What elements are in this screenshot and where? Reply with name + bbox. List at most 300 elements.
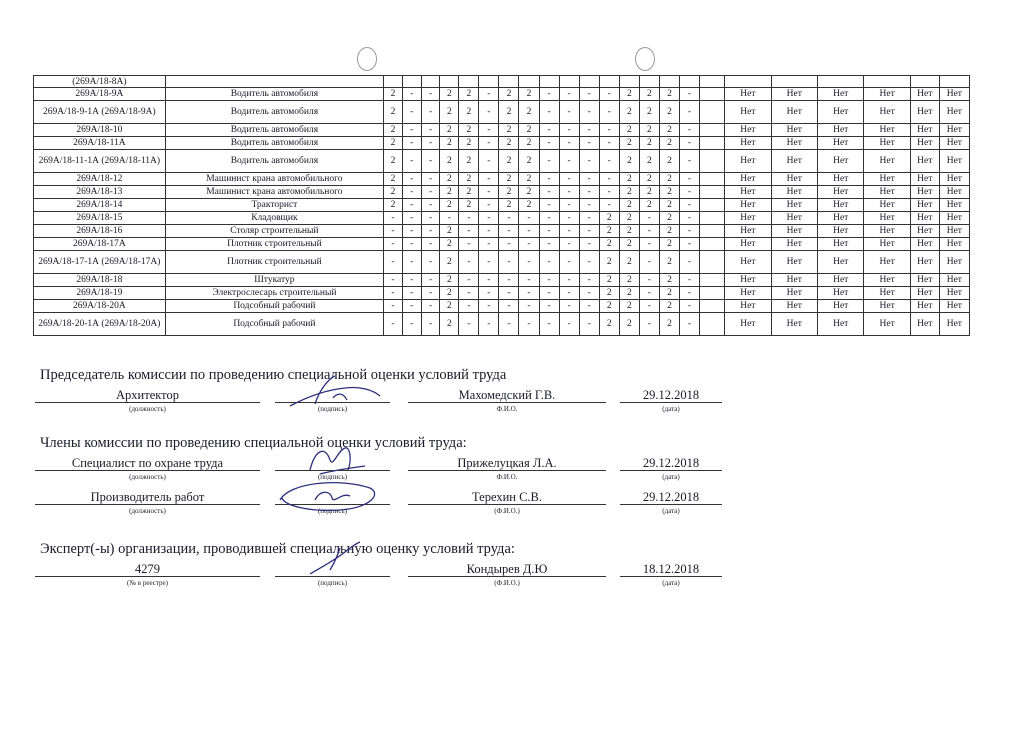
result-cell: Нет [939,300,969,313]
class-value-cell [659,76,679,88]
class-value-cell: 2 [440,225,459,238]
class-value-cell: - [421,88,440,101]
class-value-cell: - [479,225,499,238]
class-value-cell: - [639,251,659,274]
class-value-cell: - [539,124,559,137]
result-cell: Нет [817,287,863,300]
class-value-cell: - [539,88,559,101]
class-value-cell [700,150,725,173]
class-value-cell: 2 [519,124,539,137]
class-value-cell: - [479,313,499,336]
result-cell: Нет [864,88,910,101]
class-value-cell: 2 [384,199,403,212]
class-value-cell: - [639,238,659,251]
class-value-cell: - [499,238,519,251]
workplace-id-cell: 269А/18-14 [34,199,166,212]
result-cell: Нет [939,274,969,287]
result-cell: Нет [864,313,910,336]
class-value-cell: - [559,251,579,274]
job-title-cell [165,76,383,88]
class-value-cell: - [639,287,659,300]
result-cell: Нет [725,150,771,173]
table-row [34,238,970,251]
class-value-cell: 2 [599,313,619,336]
class-value-cell [700,300,725,313]
result-cell: Нет [817,212,863,225]
result-cell: Нет [725,199,771,212]
caption-signature: (подпись) [317,579,348,587]
class-value-cell: - [599,137,619,150]
result-cell: Нет [910,251,939,274]
job-title-cell: Водитель автомобиля [165,88,383,101]
class-value-cell: - [679,124,699,137]
class-value-cell [700,212,725,225]
result-cell: Нет [939,137,969,150]
class-value-cell: - [599,186,619,199]
class-value-cell: 2 [440,150,459,173]
workplace-id-cell: (269А/18-8А) [34,76,166,88]
workplace-id-cell: 269А/18-11-1А (269А/18-11А) [34,150,166,173]
class-value-cell: 2 [659,287,679,300]
result-cell: Нет [910,225,939,238]
class-value-cell: 2 [659,212,679,225]
class-value-cell: - [599,88,619,101]
class-value-cell: - [499,225,519,238]
class-value-cell: - [579,88,599,101]
result-cell: Нет [939,313,969,336]
chairman-position: Архитектор [35,388,260,403]
table-row [34,212,970,225]
expert-name: Кондырев Д.Ю [408,562,606,577]
class-value-cell: 2 [384,101,403,124]
class-value-cell: 2 [619,251,639,274]
class-value-cell: - [559,88,579,101]
result-cell: Нет [939,225,969,238]
class-value-cell [700,251,725,274]
caption-date: (дата) [662,473,680,481]
result-cell: Нет [939,173,969,186]
class-value-cell: - [459,238,479,251]
table-row [34,186,970,199]
class-value-cell: - [479,124,499,137]
class-value-cell: - [579,199,599,212]
class-value-cell [440,76,459,88]
member1-date: 29.12.2018 [620,456,722,471]
class-value-cell: - [559,150,579,173]
class-value-cell: - [679,199,699,212]
result-cell: Нет [864,137,910,150]
result-cell: Нет [939,124,969,137]
class-value-cell: 2 [659,251,679,274]
class-value-cell: 2 [440,101,459,124]
class-value-cell: - [579,238,599,251]
class-value-cell: - [479,173,499,186]
table-row [34,88,970,101]
class-value-cell: - [384,251,403,274]
caption-fio: Ф.И.О. [496,405,518,413]
class-value-cell: - [421,150,440,173]
class-value-cell: - [402,287,421,300]
class-value-cell: 2 [659,101,679,124]
class-value-cell [519,76,539,88]
expert-date: 18.12.2018 [620,562,722,577]
expert-signature [300,540,380,580]
job-title-cell: Столяр строительный [165,225,383,238]
workplace-id-cell: 269А/18-11А [34,137,166,150]
result-cell: Нет [939,287,969,300]
job-title-cell: Водитель автомобиля [165,101,383,124]
class-value-cell: - [384,212,403,225]
class-value-cell: - [639,313,659,336]
class-value-cell: 2 [659,199,679,212]
class-value-cell [700,124,725,137]
table-row [34,313,970,336]
class-value-cell: - [679,101,699,124]
caption-date: (дата) [662,507,680,515]
class-value-cell: 2 [519,88,539,101]
class-value-cell: - [421,173,440,186]
result-cell: Нет [771,101,817,124]
class-value-cell: - [579,251,599,274]
class-value-cell: - [559,173,579,186]
class-value-cell: 2 [499,101,519,124]
class-value-cell: 2 [440,274,459,287]
workplace-id-cell: 269А/18-19 [34,287,166,300]
class-value-cell: - [519,313,539,336]
class-value-cell [700,101,725,124]
result-cell [939,76,969,88]
result-cell: Нет [864,287,910,300]
result-cell: Нет [771,88,817,101]
class-value-cell: - [579,300,599,313]
class-value-cell: - [479,186,499,199]
assessment-table [33,75,970,336]
class-value-cell: - [579,150,599,173]
result-cell: Нет [725,238,771,251]
result-cell: Нет [910,101,939,124]
class-value-cell: - [599,124,619,137]
result-cell: Нет [771,313,817,336]
result-cell: Нет [725,186,771,199]
class-value-cell: - [639,225,659,238]
workplace-id-cell: 269А/18-12 [34,173,166,186]
result-cell: Нет [771,212,817,225]
class-value-cell: 2 [440,251,459,274]
class-value-cell: 2 [659,313,679,336]
class-value-cell: - [421,274,440,287]
class-value-cell: - [479,212,499,225]
class-value-cell: 2 [619,124,639,137]
class-value-cell [700,76,725,88]
result-cell: Нет [939,199,969,212]
member1-name: Прижелуцкая Л.А. [408,456,606,471]
class-value-cell: 2 [384,88,403,101]
result-cell: Нет [864,238,910,251]
result-cell: Нет [771,199,817,212]
class-value-cell: 2 [499,137,519,150]
class-value-cell: - [539,137,559,150]
result-cell: Нет [725,101,771,124]
result-cell: Нет [817,251,863,274]
job-title-cell: Штукатур [165,274,383,287]
workplace-id-cell: 269А/18-17А [34,238,166,251]
class-value-cell: - [579,225,599,238]
class-value-cell: - [679,173,699,186]
class-value-cell [700,137,725,150]
class-value-cell: - [459,212,479,225]
class-value-cell: - [459,300,479,313]
result-cell: Нет [864,212,910,225]
class-value-cell: 2 [499,88,519,101]
result-cell: Нет [725,287,771,300]
class-value-cell: - [559,287,579,300]
chairman-heading: Председатель комиссии по проведению специальной оценки условий труда [40,367,507,383]
class-value-cell: - [459,251,479,274]
class-value-cell: - [421,124,440,137]
class-value-cell: - [519,238,539,251]
class-value-cell: - [402,101,421,124]
class-value-cell: - [479,251,499,274]
result-cell [725,76,771,88]
class-value-cell: - [559,300,579,313]
member2-date: 29.12.2018 [620,490,722,505]
class-value-cell: - [539,225,559,238]
class-value-cell: 2 [659,274,679,287]
table-row [34,225,970,238]
class-value-cell: - [421,251,440,274]
class-value-cell: 2 [459,186,479,199]
result-cell: Нет [939,88,969,101]
class-value-cell: - [421,287,440,300]
result-cell: Нет [910,186,939,199]
job-title-cell: Плотник строительный [165,238,383,251]
class-value-cell: 2 [639,186,659,199]
class-value-cell: - [579,101,599,124]
class-value-cell: 2 [440,173,459,186]
result-cell: Нет [771,300,817,313]
workplace-id-cell: 269А/18-17-1А (269А/18-17А) [34,251,166,274]
caption-fio: Ф.И.О. [496,473,518,481]
result-cell [864,76,910,88]
class-value-cell: 2 [440,313,459,336]
result-cell: Нет [864,173,910,186]
class-value-cell: 2 [459,199,479,212]
result-cell: Нет [910,313,939,336]
class-value-cell: - [499,274,519,287]
table-row [34,287,970,300]
class-value-cell: 2 [599,225,619,238]
class-value-cell: 2 [659,88,679,101]
class-value-cell: - [384,313,403,336]
class-value-cell: - [559,238,579,251]
result-cell: Нет [864,225,910,238]
class-value-cell [479,76,499,88]
result-cell: Нет [910,238,939,251]
class-value-cell: - [519,287,539,300]
class-value-cell [639,76,659,88]
class-value-cell: - [499,212,519,225]
class-value-cell: 2 [384,124,403,137]
class-value-cell: - [679,88,699,101]
result-cell: Нет [939,238,969,251]
result-cell: Нет [725,88,771,101]
class-value-cell: 2 [384,137,403,150]
caption-position: (должность) [129,473,166,481]
table-row [34,300,970,313]
class-value-cell: - [384,225,403,238]
punch-hole-right [635,47,655,71]
class-value-cell: - [579,313,599,336]
result-cell: Нет [910,274,939,287]
table-row [34,199,970,212]
result-cell: Нет [771,274,817,287]
class-value-cell: 2 [384,150,403,173]
class-value-cell: 2 [599,300,619,313]
class-value-cell: - [679,137,699,150]
class-value-cell: - [519,251,539,274]
class-value-cell: - [499,251,519,274]
class-value-cell: 2 [659,300,679,313]
class-value-cell [700,313,725,336]
result-cell: Нет [817,238,863,251]
job-title-cell: Водитель автомобиля [165,150,383,173]
result-cell: Нет [771,225,817,238]
class-value-cell: - [559,199,579,212]
class-value-cell: 2 [459,124,479,137]
class-value-cell: 2 [519,186,539,199]
class-value-cell: - [402,212,421,225]
class-value-cell: - [639,274,659,287]
result-cell: Нет [939,251,969,274]
class-value-cell [679,76,699,88]
class-value-cell: - [539,186,559,199]
caption-position: (должность) [129,507,166,515]
expert-registry: 4279 [35,562,260,577]
class-value-cell: 2 [619,212,639,225]
job-title-cell: Машинист крана автомобильного [165,186,383,199]
class-value-cell: - [402,199,421,212]
workplace-id-cell: 269А/18-9А [34,88,166,101]
class-value-cell: - [539,251,559,274]
result-cell: Нет [817,225,863,238]
class-value-cell: - [559,137,579,150]
class-value-cell: - [579,137,599,150]
class-value-cell: - [519,274,539,287]
class-value-cell: 2 [599,251,619,274]
result-cell [817,76,863,88]
class-value-cell: - [459,287,479,300]
job-title-cell: Водитель автомобиля [165,137,383,150]
class-value-cell: - [421,137,440,150]
caption-position: (должность) [129,405,166,413]
table-row [34,124,970,137]
class-value-cell [700,199,725,212]
class-value-cell: 2 [659,173,679,186]
result-cell: Нет [910,124,939,137]
class-value-cell: 2 [519,150,539,173]
result-cell: Нет [817,150,863,173]
class-value-cell: 2 [639,88,659,101]
expert-heading: Эксперт(-ы) организации, проводившей специальную оценку условий труда: [40,541,515,557]
class-value-cell: - [679,212,699,225]
result-cell: Нет [725,300,771,313]
class-value-cell: 2 [659,238,679,251]
class-value-cell: - [479,274,499,287]
result-cell: Нет [864,274,910,287]
chairman-signature [285,368,395,418]
result-cell: Нет [771,173,817,186]
result-cell: Нет [725,274,771,287]
job-title-cell: Электрослесарь строительный [165,287,383,300]
table-row [34,76,970,88]
class-value-cell [700,287,725,300]
class-value-cell: 2 [639,101,659,124]
class-value-cell: - [519,212,539,225]
class-value-cell: - [539,150,559,173]
result-cell: Нет [725,225,771,238]
class-value-cell: - [599,150,619,173]
class-value-cell: 2 [519,101,539,124]
class-value-cell [619,76,639,88]
class-value-cell: 2 [599,287,619,300]
class-value-cell: - [421,186,440,199]
class-value-cell: 2 [440,124,459,137]
class-value-cell: - [559,124,579,137]
class-value-cell: - [559,212,579,225]
class-value-cell: 2 [599,274,619,287]
caption-signature: (подпись) [317,507,348,515]
class-value-cell: 2 [459,88,479,101]
job-title-cell: Водитель автомобиля [165,124,383,137]
class-value-cell: - [479,101,499,124]
class-value-cell: - [479,300,499,313]
class-value-cell: 2 [519,173,539,186]
punch-hole-left [357,47,377,71]
caption-date: (дата) [662,405,680,413]
class-value-cell: - [679,186,699,199]
class-value-cell: 2 [619,287,639,300]
class-value-cell [700,173,725,186]
workplace-id-cell: 269А/18-13 [34,186,166,199]
class-value-cell: - [679,251,699,274]
class-value-cell: - [421,313,440,336]
class-value-cell: - [421,238,440,251]
class-value-cell: 2 [599,212,619,225]
job-title-cell: Машинист крана автомобильного [165,173,383,186]
class-value-cell: - [539,300,559,313]
class-value-cell: 2 [619,101,639,124]
class-value-cell: - [599,199,619,212]
class-value-cell: - [599,173,619,186]
class-value-cell: - [421,199,440,212]
table-row [34,274,970,287]
class-value-cell: 2 [619,137,639,150]
class-value-cell: 2 [659,225,679,238]
class-value-cell [559,76,579,88]
result-cell: Нет [725,313,771,336]
class-value-cell: - [479,199,499,212]
class-value-cell: - [384,300,403,313]
result-cell: Нет [725,173,771,186]
class-value-cell: - [559,225,579,238]
table-row [34,173,970,186]
class-value-cell: 2 [384,186,403,199]
caption-registry: (№ в реестре) [127,579,168,587]
result-cell [910,76,939,88]
class-value-cell: - [579,287,599,300]
workplace-id-cell: 269А/18-18 [34,274,166,287]
result-cell: Нет [910,199,939,212]
